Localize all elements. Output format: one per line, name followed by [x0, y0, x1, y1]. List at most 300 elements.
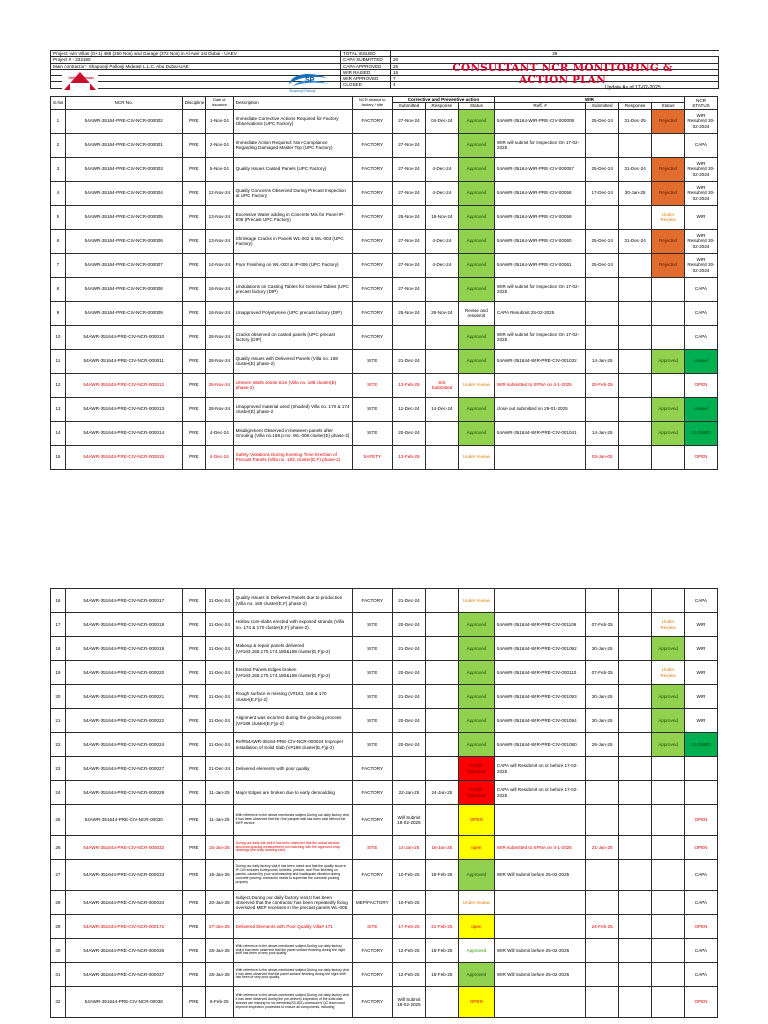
row-response: 04-Dec-24 — [425, 109, 458, 133]
header-submitted: Submitted — [392, 103, 425, 109]
row-status: Approved — [458, 205, 494, 229]
row-submitted: Will Submit 18-02-2025 — [392, 805, 425, 836]
row-ncr-status: WIR — [685, 637, 718, 661]
table-row — [51, 781, 718, 805]
row-wir-status — [652, 836, 685, 860]
row-wir-status: Rejected — [652, 109, 685, 133]
row-ncr-status: WIR — [685, 613, 718, 637]
row-wir-status — [652, 891, 685, 915]
header-sno: S.No — [51, 97, 66, 110]
row-submitted: 27-Nov-24 — [392, 157, 425, 181]
row-sno: 23 — [51, 757, 66, 781]
row-ncr-status: CAPA — [685, 891, 718, 915]
row-related: FACTORY — [352, 781, 392, 805]
row-reff: close out submitted on 29-01-2025 — [494, 397, 585, 421]
row-discipline: PRE — [182, 253, 205, 277]
row-submitted — [392, 325, 425, 349]
row-wir-status — [652, 939, 685, 963]
row-ncr-status: CLOSED — [685, 733, 718, 757]
table-row — [51, 301, 718, 325]
row-discipline: PRE — [182, 181, 205, 205]
row-reff: 54AWR-351644-WIR-PRE-CIV-001093 — [494, 685, 585, 709]
row-related: FACTORY — [352, 229, 392, 253]
row-response: 28-Nov-24 — [425, 301, 458, 325]
row-reff: WIR will submit for Inspection On 17-02-2025 — [494, 133, 585, 157]
row-submitted: 14-Jan-25 — [392, 836, 425, 860]
row-wir-response: 31-Dec-25 — [619, 109, 652, 133]
row-sno: 30 — [51, 939, 66, 963]
table-row — [51, 805, 718, 836]
table-row — [51, 709, 718, 733]
row-sno: 27 — [51, 860, 66, 891]
row-wir-submitted: 30-Jan-25 — [586, 709, 619, 733]
row-ncr-status — [685, 781, 718, 805]
table-row — [51, 253, 718, 277]
row-description: Makeup & repair panels delivered (V#163,168,170,174,180&188 cluster(E,F)p-2) — [233, 637, 352, 661]
row-submitted: 21-Dec-24 — [392, 637, 425, 661]
row-response — [425, 637, 458, 661]
row-ncr-no: 54AWR-351644-PRE-CIV-NCR-000013 — [65, 397, 182, 421]
row-wir-submitted: 07-Feb-25 — [586, 661, 619, 685]
row-response: 4-Dec-24 — [425, 253, 458, 277]
project-line-1: Project:-win Villas (G+1) 488 (250 Nos) and Garage (372 Nos) in Al Awir 1st Dubai - UAEV — [51, 51, 341, 57]
row-wir-response — [619, 373, 652, 397]
row-wir-status: Under Review — [652, 661, 685, 685]
row-wir-response — [619, 301, 652, 325]
row-reff — [494, 915, 585, 939]
row-ncr-status: OPEN — [685, 445, 718, 469]
row-ncr-no: 54AWR-351644-PRE-CIV-NCR-00030 — [65, 805, 182, 836]
row-response: 15-Feb-25 — [425, 963, 458, 987]
row-wir-submitted — [586, 860, 619, 891]
logo-text: United Precast Concrete — [68, 76, 94, 84]
row-date: 11-Dec-24 — [206, 613, 234, 637]
row-description: Hollow core slabs erected with exposed strands (Villa no. 174 & 170 cluster(E,F) phase-2) — [233, 613, 352, 637]
row-reff — [494, 805, 585, 836]
row-response: 4-Dec-24 — [425, 181, 458, 205]
table-row — [51, 757, 718, 781]
row-status: Approved — [458, 637, 494, 661]
row-description: With reference to the above-mentioned subject,During our daily factory visit, it has been observed that the panel surface finishing during the night shift has been of very poor quality. — [233, 963, 352, 987]
row-related: FACTORY — [352, 277, 392, 301]
row-ncr-no: 54AWR-351644-PRE-CIV-NCR-000024 — [65, 733, 182, 757]
row-date: 11-Dec-24 — [206, 661, 234, 685]
table-row — [51, 325, 718, 349]
row-ncr-no: 54AWR-351644-PRE-CIV-NCR-000027 — [65, 757, 182, 781]
sp-logo-text: Shapoorji Pallonji — [289, 89, 316, 93]
row-related: SITE — [352, 373, 392, 397]
table-row — [51, 205, 718, 229]
row-discipline: PRE — [182, 205, 205, 229]
row-description: Safety Violations During Evening Time Erection of Precast Panels (Villa no. 183, cluster(E,F) phase-2) — [233, 445, 352, 469]
row-date: 1-Nov-24 — [206, 109, 234, 133]
header-ncr-no: NCR No. — [65, 97, 182, 110]
row-ncr-no: 54AWR-35164-PRE-CIV-NCR-000005 — [65, 205, 182, 229]
row-status: Approved — [458, 277, 494, 301]
row-status: Approved — [458, 397, 494, 421]
row-discipline: PRE — [182, 277, 205, 301]
row-reff: 54AWR-351644-WIR-PRE-CIV-000110 — [494, 661, 585, 685]
row-submitted: 12-Feb-25 — [392, 963, 425, 987]
united-precast-logo — [62, 70, 98, 92]
row-related: FACTORY — [352, 133, 392, 157]
row-date: 11-Dec-24 — [206, 733, 234, 757]
header-description: Description — [233, 97, 352, 110]
row-submitted: 25-Nov-24 — [392, 301, 425, 325]
row-submitted: 10-Feb-25 — [392, 860, 425, 891]
row-description: Shrinkage Cracks in Panels WL-002 & WL-003 (UPC Factory) — [233, 229, 352, 253]
row-sno: 11 — [51, 349, 66, 373]
row-ncr-no: 54AWR-35164-PRE-CIV-NCR-000003 — [65, 157, 182, 181]
row-wir-response — [619, 805, 652, 836]
row-related: FACTORY — [352, 805, 392, 836]
update-date: Update As of 17-02-2025 — [605, 85, 661, 91]
row-submitted: 12-Feb-25 — [392, 939, 425, 963]
row-date: 13-Nov-24 — [206, 229, 234, 253]
table-row — [51, 133, 718, 157]
row-discipline: PRE — [182, 445, 205, 469]
row-response — [425, 733, 458, 757]
row-discipline: PRE — [182, 229, 205, 253]
row-sno: 14 — [51, 421, 66, 445]
row-wir-response — [619, 915, 652, 939]
table-row — [51, 373, 718, 397]
row-wir-status: Rejected — [652, 181, 685, 205]
header-date-issuance: Date of Issuance — [206, 97, 234, 110]
row-date: 16-Nov-24 — [206, 277, 234, 301]
row-description: With reference to the above-mentioned subject,During our daily factory visit, it has been observed during the pre-delivery inspection of the solid slab sleeves are missing for six elements(SS-801) contractor's QC team must improve inspection processes to ensure all components, including — [233, 987, 352, 1018]
row-wir-response — [619, 963, 652, 987]
row-date: 27-Jan-25 — [206, 915, 234, 939]
row-wir-submitted: 25-Dec-24 — [586, 157, 619, 181]
row-date: 16-Nov-24 — [206, 301, 234, 325]
row-reff: CAPA will Resubmit on or before 17-02-2025 — [494, 781, 585, 805]
row-date: 11-Dec-24 — [206, 709, 234, 733]
header-wir-group: WIR — [494, 97, 684, 103]
row-ncr-no: 54AWR-351644-PRE-CIV-NCR-000018 — [65, 613, 182, 637]
row-wir-response — [619, 836, 652, 860]
row-description: Delivered Elements with Poor Quality Villa# 171 — [233, 915, 352, 939]
row-sno: 21 — [51, 709, 66, 733]
row-related: FACTORY — [352, 939, 392, 963]
ncr-table-page-2 — [50, 588, 718, 1018]
row-status: Approved — [458, 229, 494, 253]
row-wir-response — [619, 589, 652, 613]
row-wir-response — [619, 325, 652, 349]
row-status: Approved — [458, 939, 494, 963]
project-line-3: Main contractor:- Shapoorji Pallonji Mideast L.L.C. Abu Dubai-UAE — [51, 63, 341, 69]
row-sno: 25 — [51, 805, 66, 836]
row-description: Misalignment Observed in-between panels after Grouting (Villa no.188 p-no. WL-008 cluster(E) phase-2) — [233, 421, 352, 445]
row-submitted: 17-Feb-25 — [392, 915, 425, 939]
row-sno: 19 — [51, 661, 66, 685]
row-wir-submitted — [586, 205, 619, 229]
row-wir-status — [652, 325, 685, 349]
row-response — [425, 891, 458, 915]
row-ncr-no: 54AWR-351644-PRE-CIV-NCR-000172 — [65, 915, 182, 939]
row-wir-response — [619, 133, 652, 157]
row-sno: 7 — [51, 253, 66, 277]
row-status: Approved — [458, 685, 494, 709]
row-date: 13-Nov-24 — [206, 205, 234, 229]
row-status: Under review — [458, 589, 494, 613]
row-discipline: PRE — [182, 349, 205, 373]
row-submitted: 20-Dec-24 — [392, 661, 425, 685]
row-wir-response: 31-Dec-24 — [619, 229, 652, 253]
row-response: 14-Dec-24 — [425, 397, 458, 421]
row-ncr-status: CAPA — [685, 325, 718, 349]
row-reff: WIR Will Submit before 25-02-2025 — [494, 939, 585, 963]
row-ncr-status: WIR Resubmit 30-02-2024 — [685, 181, 718, 205]
row-description: Rough surface is missing (V#163, 166 & 170 cluster(E,F)p-2) — [233, 685, 352, 709]
row-wir-submitted: 07-Feb-25 — [586, 613, 619, 637]
row-wir-response — [619, 349, 652, 373]
row-description: Undulations on Casting Tables for General Tables (UPC precast factory (DIP) — [233, 277, 352, 301]
row-discipline: PRE — [182, 373, 205, 397]
row-reff: WIR Will Submit before 25-02-2025 — [494, 963, 585, 987]
row-ncr-status: CAPA — [685, 939, 718, 963]
row-submitted: 21-Dec-24 — [392, 589, 425, 613]
shapoorji-logo — [283, 70, 333, 98]
table-row — [51, 589, 718, 613]
row-submitted: 27-Nov-24 — [392, 109, 425, 133]
row-ncr-status: CAPA — [685, 133, 718, 157]
row-date: 28-Nov-24 — [206, 373, 234, 397]
row-ncr-status: WIR Resubmit 30-02-2024 — [685, 157, 718, 181]
row-sno: 17 — [51, 613, 66, 637]
row-submitted: 20-Dec-24 — [392, 421, 425, 445]
row-submitted: 27-Nov-24 — [392, 181, 425, 205]
row-response — [425, 325, 458, 349]
row-response — [425, 613, 458, 637]
row-response: 4-Dec-24 — [425, 229, 458, 253]
row-status: Approved — [458, 349, 494, 373]
row-wir-status: Approved — [652, 733, 685, 757]
row-status: Revise and resubmit — [458, 301, 494, 325]
row-wir-submitted — [586, 757, 619, 781]
summary-value-1: 26 — [391, 57, 719, 63]
row-response — [425, 133, 458, 157]
row-reff: WIR will submit for Inspection On 17-02-2025 — [494, 277, 585, 301]
row-date: 11-Dec-24 — [206, 637, 234, 661]
row-reff: 54AWR-351644-WIR-PRE-CIV-001041 — [494, 421, 585, 445]
row-ncr-status: WIR — [685, 709, 718, 733]
row-wir-submitted: 28-Jan-25 — [586, 733, 619, 757]
table-body-page-1 — [51, 109, 718, 469]
table-row — [51, 733, 718, 757]
row-description: Alignment was incorrect during the grouting process (V#188 cluster(E,F)p-2) — [233, 709, 352, 733]
row-related: SITE — [352, 637, 392, 661]
row-date: 5-Nov-24 — [206, 157, 234, 181]
row-ncr-no: 54AWR-351644-PRE-CIV-NCR-000017 — [65, 589, 182, 613]
row-related: FACTORY — [352, 757, 392, 781]
row-description: Unapproved Polystyrene (UPC precast factory (DIP) — [233, 301, 352, 325]
row-discipline: PRE — [182, 637, 205, 661]
row-wir-submitted: 25-Dec-24 — [586, 229, 619, 253]
row-reff: WIR submitted to SPNA on 4-1-2025 — [494, 373, 585, 397]
row-related: SITE — [352, 915, 392, 939]
row-date: 28-Nov-24 — [206, 349, 234, 373]
row-submitted: 27-Nov-24 — [392, 229, 425, 253]
row-related: SITE — [352, 709, 392, 733]
row-discipline: PRE — [182, 301, 205, 325]
table-row — [51, 181, 718, 205]
row-sno: 18 — [51, 637, 66, 661]
row-ncr-no: 54AWR-351644-PRE-CIV-NCR-000012 — [65, 373, 182, 397]
table-row — [51, 397, 718, 421]
row-ncr-status: CAPA — [685, 589, 718, 613]
row-reff: 54AWR-35164-WIR-PRE-CIV-000008 — [494, 109, 585, 133]
sheet-page-1 — [0, 0, 768, 500]
row-discipline: PRE — [182, 939, 205, 963]
row-wir-response — [619, 613, 652, 637]
row-submitted: 25-Nov-24 — [392, 205, 425, 229]
table-row — [51, 349, 718, 373]
row-wir-response: 31-Dec-24 — [619, 157, 652, 181]
row-date: 14-Nov-24 — [206, 253, 234, 277]
row-reff: 54AWR-35164-WIR-PRE-CIV-00060 — [494, 229, 585, 253]
row-wir-response — [619, 781, 652, 805]
row-wir-status — [652, 987, 685, 1018]
row-response: 4-Dec-24 — [425, 157, 458, 181]
table-row — [51, 637, 718, 661]
row-submitted: 27-Nov-24 — [392, 133, 425, 157]
header-discipline: Discipline — [182, 97, 205, 110]
row-sno: 28 — [51, 891, 66, 915]
row-sno: 8 — [51, 277, 66, 301]
row-description: Ref#54AWR-35164-PRE-CIV-NCR-000024 Improper Installation of Solid Slab (V#188 cluster(E,F)p-2) — [233, 733, 352, 757]
row-wir-submitted: 24-Feb-25 — [586, 915, 619, 939]
row-wir-status: Approved — [652, 637, 685, 661]
summary-value-0: 39 — [391, 51, 719, 57]
row-discipline: PRE — [182, 589, 205, 613]
row-ncr-no: 54AWR-351644-PRE-CIV-NCR-000014 — [65, 421, 182, 445]
row-submitted: 10-Feb-25 — [392, 891, 425, 915]
row-ncr-status: WIR — [685, 661, 718, 685]
row-sno: 32 — [51, 987, 66, 1018]
row-wir-response — [619, 253, 652, 277]
row-reff: 54AWR-35164-WIR-PRE-CIV-000057 — [494, 157, 585, 181]
row-status: CAPA Rejected — [458, 757, 494, 781]
row-sno: 20 — [51, 685, 66, 709]
row-ncr-status: CAPA — [685, 963, 718, 987]
row-wir-submitted: 20-Feb-25 — [586, 373, 619, 397]
row-reff: 54AWR-351644-WIR-PRE-CIV-001094 — [494, 709, 585, 733]
row-wir-status: Under Review — [652, 205, 685, 229]
row-wir-status — [652, 133, 685, 157]
row-reff — [494, 589, 585, 613]
row-related: FACTORY — [352, 301, 392, 325]
row-submitted: 21-Dec-24 — [392, 685, 425, 709]
row-wir-submitted: 25-Dec-24 — [586, 109, 619, 133]
row-wir-response — [619, 860, 652, 891]
row-wir-submitted — [586, 277, 619, 301]
row-ncr-status: OPEN — [685, 373, 718, 397]
row-date: 28-Nov-24 — [206, 397, 234, 421]
row-ncr-no: 54AWR-351644-PRE-CIV-NCR-000029 — [65, 781, 182, 805]
row-status: Under review — [458, 445, 494, 469]
header-wir-submitted: Submitted — [586, 103, 619, 109]
row-response — [425, 987, 458, 1018]
summary-label-5: CLOSED — [341, 82, 391, 88]
table-row — [51, 860, 718, 891]
header-reff: Reff. # — [494, 103, 585, 109]
row-status: OPEN — [458, 987, 494, 1018]
row-sno: 6 — [51, 229, 66, 253]
summary-value-3: 16 — [391, 69, 719, 75]
row-date: 28-Jan-25 — [206, 963, 234, 987]
row-response — [425, 685, 458, 709]
row-response: 24-Jan-25 — [425, 781, 458, 805]
row-ncr-status: closed — [685, 397, 718, 421]
row-reff: 54AWR-35164-WIR-PRE-CIV-00061 — [494, 253, 585, 277]
row-status: Approved — [458, 253, 494, 277]
row-wir-submitted — [586, 301, 619, 325]
row-discipline: PRE — [182, 805, 205, 836]
row-wir-status — [652, 781, 685, 805]
row-wir-response — [619, 421, 652, 445]
table-row — [51, 661, 718, 685]
row-date: 20-Jan-25 — [206, 891, 234, 915]
row-ncr-no: 54AWR-351644-PRE-CIV-NCR-000019 — [65, 637, 182, 661]
row-discipline: PRE — [182, 421, 205, 445]
row-reff: 54AWR-35164-WIR-PRE-CIV-00058 — [494, 181, 585, 205]
row-description: Quality Concerns Observed During Precast Inspection at UPC Factory — [233, 181, 352, 205]
row-sno: 13 — [51, 397, 66, 421]
row-description: Cracks observed on casted panels (UPC precast factory (DIP) — [233, 325, 352, 349]
sheet-page-2 — [0, 588, 768, 1024]
row-wir-status: Rejected — [652, 157, 685, 181]
row-submitted: 13-Feb-25 — [392, 373, 425, 397]
row-description: Quality Issues Casted Panels (UPC Factory) — [233, 157, 352, 181]
row-wir-response — [619, 205, 652, 229]
row-ncr-status — [685, 757, 718, 781]
row-discipline: PRE — [182, 987, 205, 1018]
summary-value-2: 25 — [391, 63, 719, 69]
summary-label-3: WIR RAISED — [341, 69, 391, 75]
row-discipline: PRE — [182, 733, 205, 757]
row-wir-submitted — [586, 325, 619, 349]
row-submitted: 20-Dec-24 — [392, 733, 425, 757]
row-sno: 16 — [51, 589, 66, 613]
row-response — [425, 757, 458, 781]
row-discipline: PRE — [182, 109, 205, 133]
table-row — [51, 939, 718, 963]
row-wir-submitted — [586, 781, 619, 805]
row-wir-status — [652, 589, 685, 613]
table-row — [51, 915, 718, 939]
row-submitted: 13-Feb-25 — [392, 445, 425, 469]
row-wir-status — [652, 301, 685, 325]
row-related: SITE — [352, 421, 392, 445]
table-row — [51, 836, 718, 860]
row-reff: CAPA Resubmit 25-02-2025 — [494, 301, 585, 325]
row-sno: 3 — [51, 157, 66, 181]
ncr-table-page-1 — [50, 96, 718, 470]
row-ncr-no: 54AWR-351644-PRE-CIV-NCR-000022 — [65, 709, 182, 733]
summary-label-2: CAPA APPROVED — [341, 63, 391, 69]
row-response: 21-Feb-25 — [425, 915, 458, 939]
row-ncr-no: 54AWR-351644-PRE-CIV-NCR-000021 — [65, 685, 182, 709]
row-date: 28-Jan-25 — [206, 939, 234, 963]
row-reff: 54AWR-35164-WIR-PRE-CIV-00059 — [494, 205, 585, 229]
row-ncr-no: 54AWR-351644-PRE-CIV-NCR-000011 — [65, 349, 182, 373]
row-wir-status: Rejected — [652, 253, 685, 277]
row-discipline: PRE — [182, 613, 205, 637]
row-wir-status — [652, 277, 685, 301]
row-sno: 10 — [51, 325, 66, 349]
row-ncr-no: 54AWR-351644-PRE-CIV-NCR-000010 — [65, 325, 182, 349]
